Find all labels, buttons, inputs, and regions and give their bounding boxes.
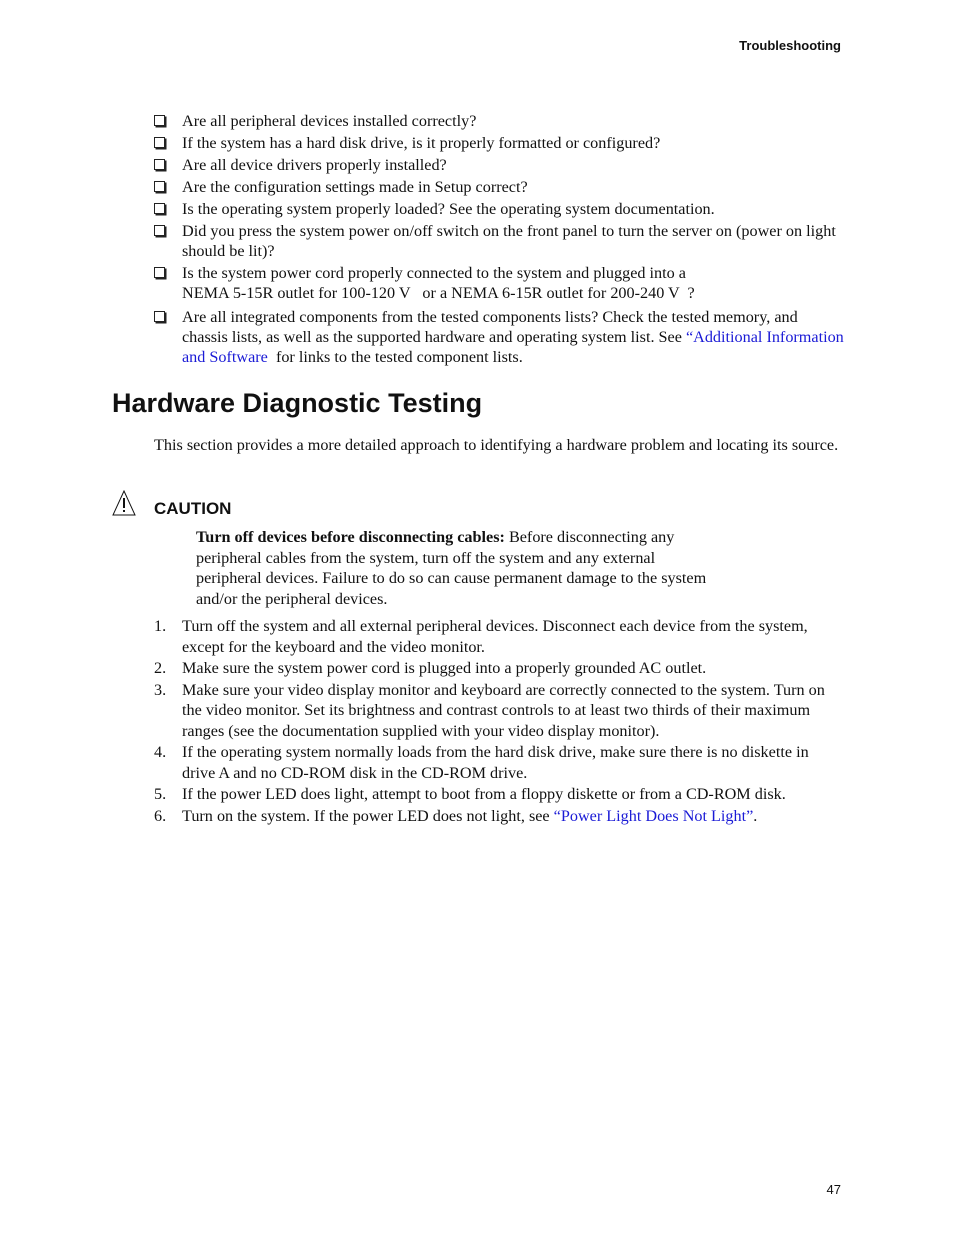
checkbox-icon [154, 159, 165, 170]
step-item: 5. If the power LED does light, attempt to boot from a floppy diskette or from a CD-ROM disk. [154, 785, 786, 803]
checklist-item: Are the configuration settings made in Setup correct? [154, 177, 844, 197]
troubleshooting-checklist [154, 111, 844, 369]
checkbox-icon [154, 137, 165, 148]
checklist-item: Did you press the system power on/off switch on the front panel to turn the server on (power on light should be lit)? [154, 221, 844, 261]
checkbox-icon [154, 267, 165, 278]
power-light-link[interactable]: “Power Light Does Not Light” [553, 806, 754, 825]
checklist-item: If the system has a hard disk drive, is it properly formatted or configured? [154, 133, 844, 153]
section-intro: This section provides a more detailed approach to identifying a hardware problem and locating its source. [154, 436, 839, 454]
caution-text: Turn off devices before disconnecting cables: Before disconnecting any peripheral cables from the system, turn off the system and any external peripheral devices. Failure to do so can cause permanent damage to the system and/or the peripheral devices. [196, 528, 707, 608]
step-item: 6. Turn on the system. If the power LED does not light, see “Power Light Does Not Light”. [154, 806, 758, 825]
warning-triangle-icon [112, 490, 136, 516]
checkbox-icon [154, 115, 165, 126]
checkbox-icon [154, 311, 165, 322]
checklist-item: Are all integrated components from the tested components lists? Check the tested memory, and chassis lists, as well as the supported hardware and operating system list. See “Additional Information and Software for links to the tested component lists. [154, 307, 844, 367]
step-item: 2. Make sure the system power cord is plugged into a properly grounded AC outlet. [154, 659, 707, 677]
step-number: 6. [154, 806, 167, 825]
checkbox-icon [154, 181, 165, 192]
step-number: 1. [154, 617, 167, 635]
checkbox-icon [154, 203, 165, 214]
step-number: 4. [154, 743, 167, 761]
step-item: 3. Make sure your video display monitor and keyboard are correctly connected to the system. Turn on the video monitor. Set its brightness and contrast controls to at least two thirds of their maximum ranges (see the documentation supplied with your video display monitor). [154, 680, 825, 740]
step-number: 5. [154, 785, 167, 803]
checkbox-icon [154, 225, 165, 236]
checklist-item: Is the operating system properly loaded? See the operating system documentation. [154, 199, 844, 219]
running-header: Troubleshooting [739, 38, 841, 53]
step-item: 4. If the operating system normally loads from the hard disk drive, make sure there is no diskette in drive A and no CD-ROM disk in the CD-ROM drive. [154, 743, 809, 782]
diagnostic-steps [154, 616, 844, 827]
step-item: 1. Turn off the system and all external peripheral devices. Disconnect each device from the system, except for the keyboard and the video monitor. [154, 617, 808, 656]
section-title: Hardware Diagnostic Testing [112, 388, 483, 418]
caution-bold-lead: Turn off devices before disconnecting cables: [196, 528, 505, 546]
checklist-item: Are all device drivers properly installed? [154, 155, 844, 175]
checklist-item: Are all peripheral devices installed correctly? [154, 111, 844, 131]
step-number: 3. [154, 680, 167, 699]
checklist-item: Is the system power cord properly connected to the system and plugged into a NEMA 5-15R outlet for 100-120 V or a NEMA 6-15R outlet for 200-240 V ? [154, 263, 844, 303]
caution-heading: CAUTION [154, 499, 232, 518]
additional-info-link[interactable]: “Additional Information and Software [182, 328, 844, 366]
page-number: 47 [826, 1182, 841, 1197]
step-number: 2. [154, 659, 167, 677]
